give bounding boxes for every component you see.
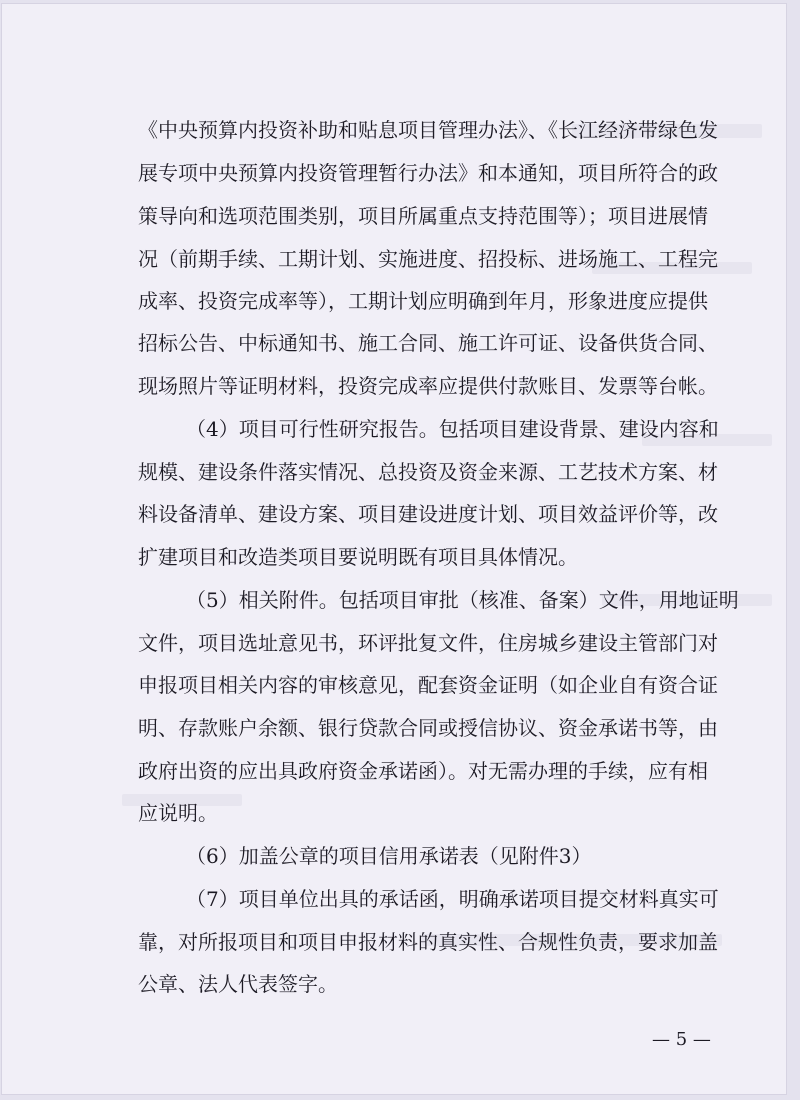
page-number: — 5 — <box>652 1029 711 1050</box>
text-line: 公章、法人代表签字。 <box>138 972 338 996</box>
text-line: 料设备清单、建设方案、项目建设进度计划、项目效益评价等，改 <box>138 502 718 526</box>
text-line: 招标公告、中标通知书、施工合同、施工许可证、设备供货合同、 <box>138 331 718 355</box>
text-line: 文件，项目选址意见书，环评批复文件，住房城乡建设主管部门对 <box>138 631 718 655</box>
text-line: 政府出资的应出具政府资金承诺函）。对无需办理的手续，应有相 <box>138 759 708 783</box>
text-line: 成率、投资完成率等），工期计划应明确到年月，形象进度应提供 <box>138 289 708 313</box>
text-line: （4）项目可行性研究报告。包括项目建设背景、建设内容和 <box>186 417 719 441</box>
text-line: 应说明。 <box>138 801 218 825</box>
document-page <box>2 4 786 1094</box>
text-line: 申报项目相关内容的审核意见，配套资金证明（如企业自有资合证 <box>138 673 718 697</box>
text-line: （6）加盖公章的项目信用承诺表（见附件3） <box>186 844 592 868</box>
text-line: 靠，对所报项目和项目申报材料的真实性、合规性负责，要求加盖 <box>138 930 718 954</box>
text-line: 明、存款账户余额、银行贷款合同或授信协议、资金承诺书等，由 <box>138 716 718 740</box>
text-line: 扩建项目和改造类项目要说明既有项目具体情况。 <box>138 545 578 569</box>
text-line: 策导向和选项范围类别，项目所属重点支持范围等）；项目进展情 <box>138 204 708 228</box>
text-line: 规模、建设条件落实情况、总投资及资金来源、工艺技术方案、材 <box>138 460 718 484</box>
text-line: （5）相关附件。包括项目审批（核准、备案）文件，用地证明 <box>186 588 739 612</box>
text-line: （7）项目单位出具的承话函，明确承诺项目提交材料真实可 <box>186 887 719 911</box>
text-line: 《中央预算内投资补助和贴息项目管理办法》、《长江经济带绿色发 <box>138 118 718 142</box>
text-line: 现场照片等证明材料，投资完成率应提供付款账目、发票等台帐。 <box>138 374 718 398</box>
text-line: 况（前期手续、工期计划、实施进度、招投标、进场施工、工程完 <box>138 247 718 271</box>
text-line: 展专项中央预算内投资管理暂行办法》和本通知，项目所符合的政 <box>138 161 718 185</box>
